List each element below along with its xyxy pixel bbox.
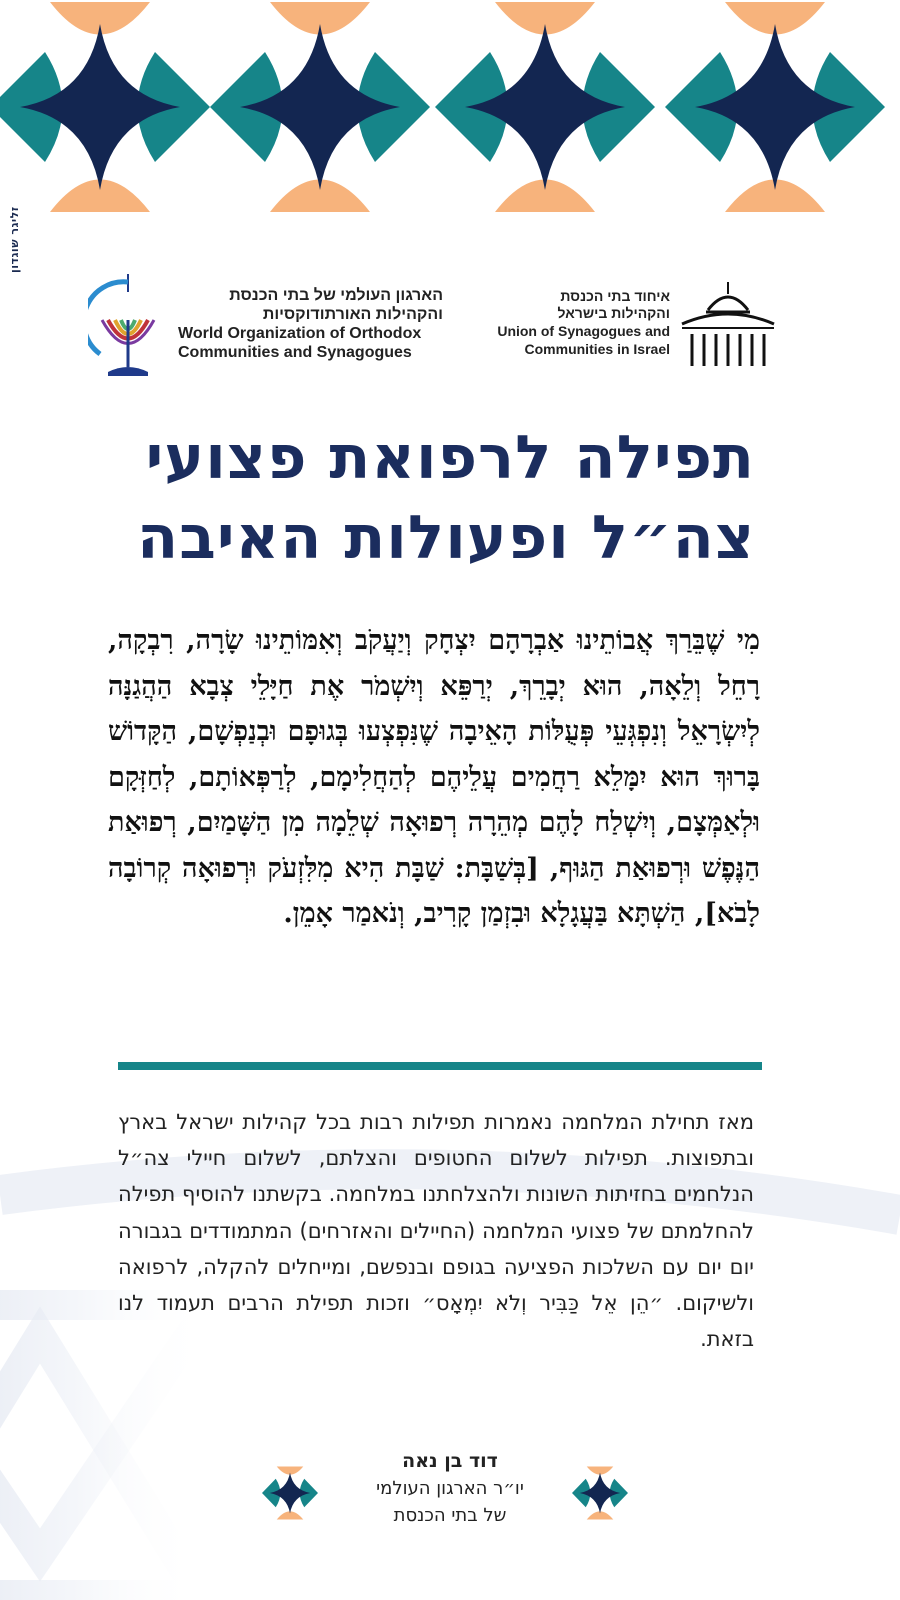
photo-credit: זליגר שוגדון	[8, 206, 21, 274]
left-logo-english-2: Communities and Synagogues	[178, 344, 412, 361]
right-logo-hebrew-2: והקהילות בישראל	[557, 305, 670, 321]
left-logo-english-1: World Organization of Orthodox	[178, 325, 422, 342]
right-logo-hebrew-1: איחוד בתי הכנסת	[560, 288, 670, 304]
prayer-text: מִי שֶׁבֵּרַךְ אֲבוֹתֵינוּ אַבְרָהָם יִצְחָק וְיַעֲקֹב וְאִמּוֹתֵינוּ שָׂרָה, רִבְקָה, רָחֵל וְלֵאָה, הוּא יְבָרֵךְ, יְרַפֵּא וְיִשְׁמֹר אֶת חַיָּלֵי צְבָא הַהֲגַנָּה לְיִשְׂרָאֵל וְנִפְגְּעֵי פְּעֻלּוֹת הָאֵיבָה שֶׁנִּפְצְעוּ בְּגוּפָם וּבְנַפְשָׁם, הַקָּדוֹשׁ בָּרוּךְ הוּא יִמָּלֵא רַחֲמִים עֲלֵיהֶם לְהַחֲלִימָם, לְרַפְּאוֹתָם, לְחַזְּקָם וּלְאַמְּצָם, וְיִשְׁלַח לָהֶם מְהֵרָה רְפוּאָה שְׁלֵמָה מִן הַשָּׁמַיִם, רְפוּאַת הַנֶּפֶשׁ וּרְפוּאַת הַגּוּף, [בְּשַׁבָּת: שַׁבָּת הִיא מִלִּזְעֹק וּרְפוּאָה קְרוֹבָה לָבֹא], הַשְׁתָּא בַּעֲגָלָא וּבִזְמַן קָרִיב, וְנֹאמַר אָמֵן.	[108, 625, 760, 929]
menorah-globe-icon	[88, 272, 168, 387]
right-logo-english-2: Communities in Israel	[524, 341, 670, 357]
synagogue-building-icon	[678, 280, 778, 370]
signatory-role-2: של בתי הכנסת	[393, 1505, 507, 1526]
title-line-2: צה״ל ופעולות האיבה	[137, 503, 755, 573]
section-divider	[118, 1062, 762, 1070]
page-title	[100, 418, 755, 578]
signatory-role-1: יו״ר הארגון העולמי	[376, 1478, 524, 1499]
world-organization-logo	[88, 272, 468, 392]
left-logo-hebrew-2: והקהילות האורתודוקסיות	[262, 306, 443, 323]
signature-block	[330, 1448, 570, 1529]
decorative-star-pattern	[0, 0, 900, 220]
left-logo-hebrew-1: הארגון העולמי של בתי הכנסת	[229, 287, 443, 304]
ornament-star-icon	[572, 1465, 628, 1521]
ornament-star-icon	[262, 1465, 318, 1521]
signatory-name: דוד בן נאה	[402, 1450, 498, 1472]
right-logo-english-1: Union of Synagogues and	[497, 323, 670, 339]
title-line-1: תפילה לרפואת פצועי	[145, 423, 755, 493]
union-of-synagogues-logo	[478, 278, 778, 388]
body-paragraph: מאז תחילת המלחמה נאמרות תפילות רבות בכל קהילות ישראל בארץ ובתפוצות. תפילות לשלום החטופים והצלתם, לשלום חיילי צה״ל הנלחמים בחזיתות השונות ולהצלחתנו במלחמה. בקשתנו להוסיף תפילה להחלמתם של פצועי המלחמה (החיילים והאזרחים) המתמודדים בגבורה יום יום עם השלכות הפציעה בגופם ובנפשם, ומייחלים להקלה, לרפואה ולשיקום. ״הֵן אֵל כַּבִּיר וְלֹא יִמְאָס״ וזכות תפילת הרבים תעמוד לנו בזאת.	[118, 1110, 754, 1352]
